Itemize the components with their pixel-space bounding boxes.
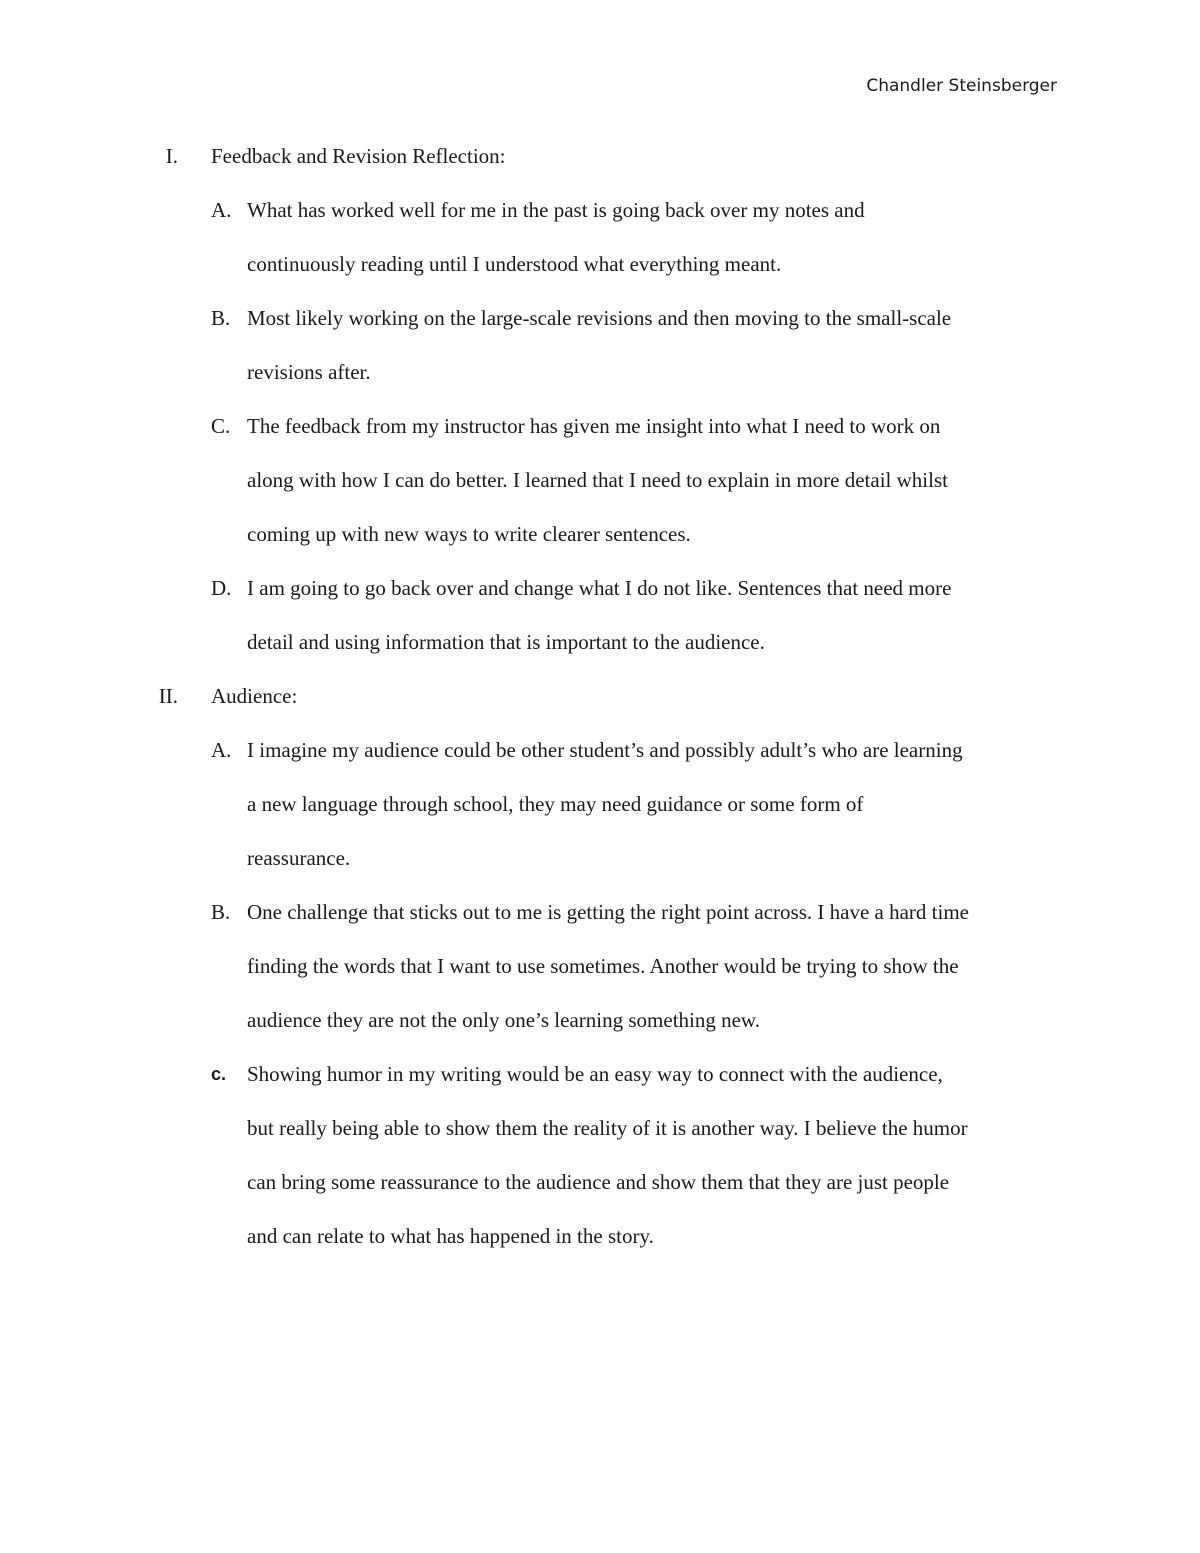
outline-item: [211, 885, 1067, 1047]
outline-item: [211, 723, 1067, 885]
outline-item: [211, 183, 1067, 291]
text-line: revisions after.: [247, 360, 371, 384]
text-line: One challenge that sticks out to me is getting the right point across. I have a hard time: [247, 900, 969, 924]
text-line: Showing humor in my writing would be an easy way to connect with the audience,: [247, 1062, 943, 1086]
item-text: [247, 399, 1067, 561]
outline-section-audience: [0, 669, 1200, 1263]
item-text: [247, 561, 1067, 669]
text-line: I am going to go back over and change what I do not like. Sentences that need more: [247, 576, 952, 600]
item-letter: A.: [211, 198, 232, 222]
text-line: audience they are not the only one’s learning something new.: [247, 1008, 760, 1032]
text-line: but really being able to show them the reality of it is another way. I believe the humor: [247, 1116, 968, 1140]
item-letter: B.: [211, 900, 231, 924]
text-line: The feedback from my instructor has given me insight into what I need to work on: [247, 414, 941, 438]
outline-item: [211, 561, 1067, 669]
text-line: reassurance.: [247, 846, 351, 870]
text-line: a new language through school, they may need guidance or some form of: [247, 792, 864, 816]
section-title: Audience:: [211, 684, 298, 708]
section-heading: [0, 129, 1200, 183]
section-title: Feedback and Revision Reflection:: [211, 144, 506, 168]
item-text: [247, 291, 1067, 399]
item-letter: D.: [211, 576, 232, 600]
text-line: What has worked well for me in the past is going back over my notes and: [247, 198, 865, 222]
section-numeral: I.: [165, 144, 178, 168]
section-numeral: II.: [158, 684, 178, 708]
item-letter: C.: [211, 414, 231, 438]
item-text: [247, 885, 1067, 1047]
text-line: I imagine my audience could be other student’s and possibly adult’s who are learning: [247, 738, 963, 762]
outline-item: [211, 399, 1067, 561]
text-line: can bring some reassurance to the audience and show them that they are just people: [247, 1170, 950, 1194]
section-heading: [0, 669, 1200, 723]
text-line: along with how I can do better. I learned that I need to explain in more detail whilst: [247, 468, 948, 492]
item-text: [247, 723, 1067, 885]
text-line: coming up with new ways to write clearer sentences.: [247, 522, 691, 546]
text-line: and can relate to what has happened in the story.: [247, 1224, 654, 1248]
outline-item: [211, 1047, 1067, 1263]
text-line: finding the words that I want to use sometimes. Another would be trying to show the: [247, 954, 959, 978]
item-letter: A.: [211, 738, 232, 762]
text-line: detail and using information that is important to the audience.: [247, 630, 765, 654]
text-line: continuously reading until I understood what everything meant.: [247, 252, 782, 276]
outline-item: [211, 291, 1067, 399]
text-line: Most likely working on the large-scale revisions and then moving to the small-scale: [247, 306, 952, 330]
author-name-header: Chandler Steinsberger: [866, 76, 1057, 96]
item-letter: c.: [211, 1064, 227, 1084]
item-letter: B.: [211, 306, 231, 330]
item-text: [247, 183, 1067, 291]
outline: [0, 129, 1200, 1263]
item-text: [247, 1047, 1067, 1263]
outline-section-feedback: [0, 129, 1200, 669]
